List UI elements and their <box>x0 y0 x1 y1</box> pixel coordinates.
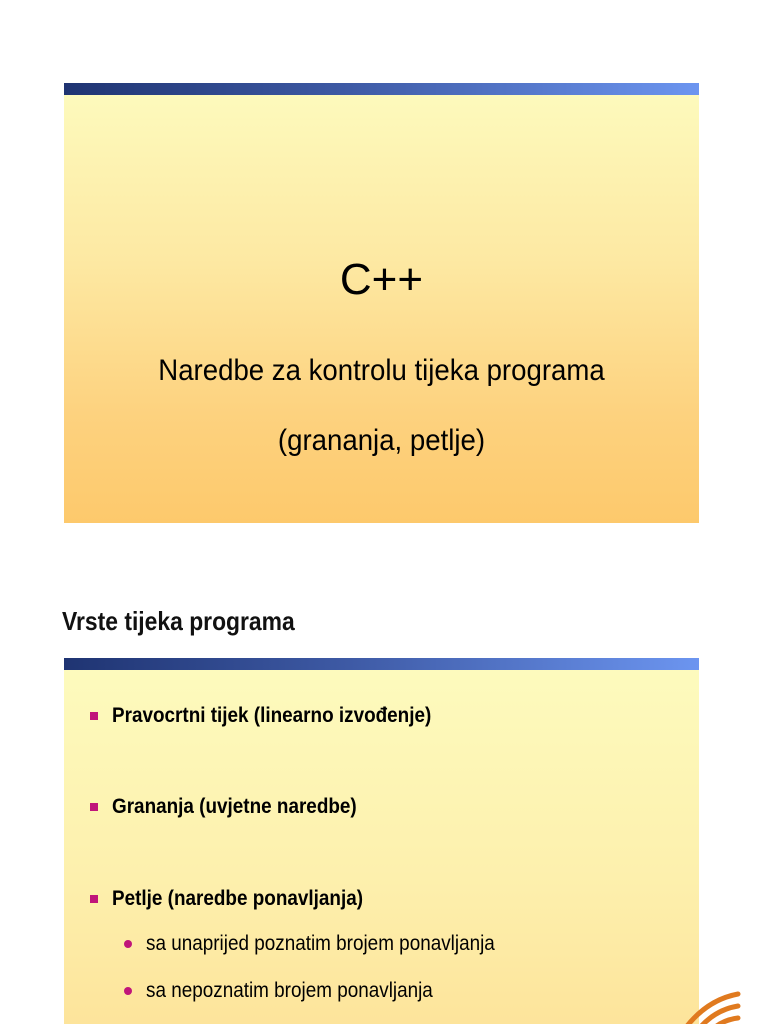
square-bullet-icon <box>90 712 98 720</box>
square-bullet-icon <box>90 803 98 811</box>
round-bullet-icon <box>124 940 132 948</box>
round-bullet-icon <box>124 987 132 995</box>
list-item <box>90 795 384 819</box>
bullet-text: Pravocrtni tijek (linearno izvođenje) <box>112 704 432 727</box>
slide-subtitle-secondary: (grananja, petlje) <box>277 424 486 457</box>
slide-header-bar <box>64 83 699 95</box>
sub-list-item <box>124 932 534 956</box>
title-slide <box>64 83 699 523</box>
bullet-text: Petlje (naredbe ponavljanja) <box>112 887 364 910</box>
content-slide <box>64 658 699 1024</box>
square-bullet-icon <box>90 895 98 903</box>
sub-list-item <box>124 979 465 1003</box>
slide-header-bar <box>64 658 699 670</box>
list-item <box>90 887 391 911</box>
sub-bullet-text: sa unaprijed poznatim brojem ponavljanja <box>146 932 495 955</box>
section-heading: Vrste tijeka programa <box>62 606 295 636</box>
bullet-text: Grananja (uvjetne naredbe) <box>112 795 357 818</box>
wifi-arcs-logo-icon <box>676 986 748 1024</box>
slide-subtitle: Naredbe za kontrolu tijeka programa <box>158 354 605 387</box>
list-item <box>90 704 467 728</box>
slide-title: C++ <box>339 255 424 304</box>
sub-bullet-text: sa nepoznatim brojem ponavljanja <box>146 979 433 1002</box>
